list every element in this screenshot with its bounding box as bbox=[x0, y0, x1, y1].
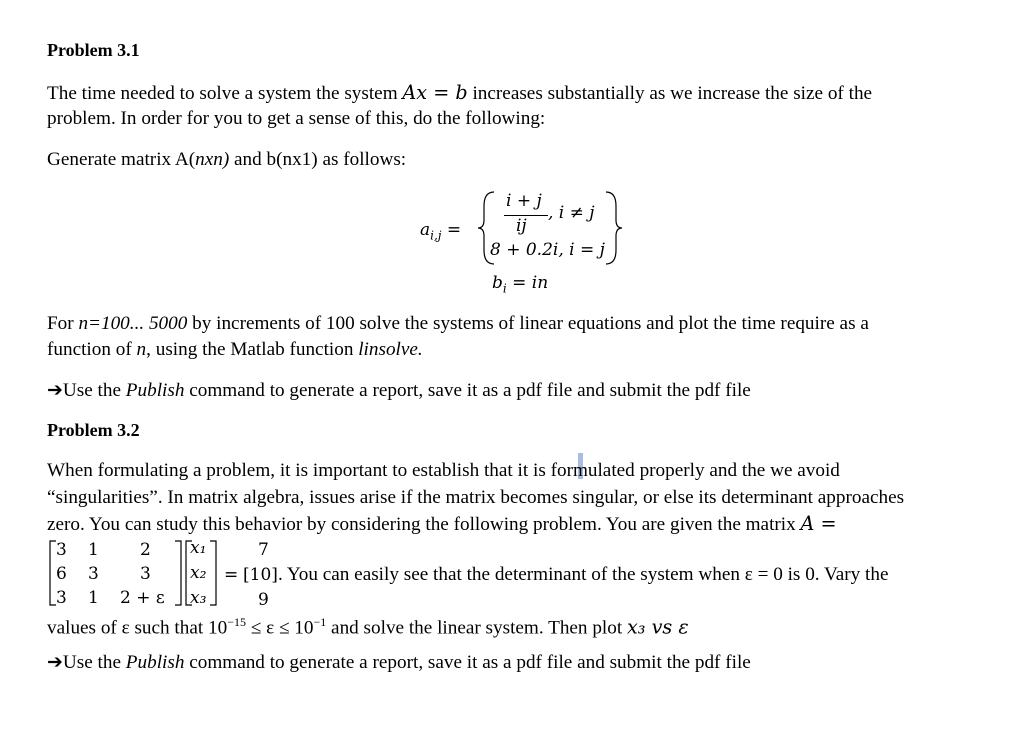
right-arrow-icon: ➔ bbox=[47, 379, 63, 401]
matrix-cell: 3 bbox=[140, 564, 151, 584]
formula-b-sub: i bbox=[502, 281, 507, 296]
values-exp-2: −1 bbox=[313, 615, 327, 629]
p31-intro-line2: problem. In order for you to get a sense of this, do the following: bbox=[47, 108, 546, 129]
matrix-cell: 3 bbox=[88, 564, 99, 584]
p31-function-line bbox=[47, 337, 423, 363]
formula-a: a bbox=[420, 220, 431, 240]
formula-b-lhs: b bbox=[492, 273, 503, 293]
p32-values-line bbox=[47, 609, 689, 641]
publish-text-a: Use the bbox=[62, 652, 126, 673]
formula-denominator: ij bbox=[516, 216, 527, 236]
for-text-a: For bbox=[47, 313, 79, 334]
formula-b-rhs: = in bbox=[512, 273, 549, 293]
values-text-c: and solve the linear system. Then plot bbox=[326, 617, 627, 639]
matrix-A-label: A = bbox=[800, 512, 837, 535]
p31-intro-line1 bbox=[47, 80, 872, 107]
values-exp-1: −15 bbox=[227, 615, 246, 629]
x-vector-cell: x₁ bbox=[190, 538, 207, 558]
p31-publish-line bbox=[47, 377, 751, 404]
for-range: n=100... 5000 bbox=[78, 313, 188, 334]
formula-case-2: 8 + 0.2i, i = j bbox=[490, 240, 605, 260]
formula-equals: = bbox=[446, 220, 462, 240]
values-text-b: ≤ ε ≤ 10 bbox=[245, 617, 314, 639]
formula-numerator: i + j bbox=[506, 191, 542, 211]
values-plot: x₃ vs ε bbox=[626, 615, 689, 639]
matrix-cell: 2 + ε bbox=[120, 588, 165, 608]
rhs-cell: 7 bbox=[258, 540, 269, 560]
rhs-equals: = bbox=[224, 565, 239, 585]
x-vector-cell: x₂ bbox=[190, 563, 207, 583]
generate-nxn: nxn) bbox=[195, 149, 230, 170]
p32-line1: When formulating a problem, it is important to establish that it is formulated properly and the we avoid bbox=[47, 460, 840, 481]
formula-a-sub: i,j bbox=[430, 228, 442, 243]
right-arrow-icon: ➔ bbox=[47, 651, 63, 673]
formula-lhs bbox=[420, 220, 461, 242]
generate-text-b: and b(nx1) as follows: bbox=[229, 149, 407, 170]
publish-text-b: command to generate a report, save it as a pdf file and submit the pdf file bbox=[184, 652, 751, 673]
formula-b bbox=[492, 273, 548, 295]
rhs-cell: 9 bbox=[258, 590, 269, 610]
publish-text-a: Use the bbox=[62, 380, 126, 401]
intro-equation: Ax = b bbox=[402, 81, 468, 104]
publish-command: Publish bbox=[125, 652, 185, 673]
matrix-cell: 6 bbox=[56, 564, 67, 584]
line3-text: zero. You can study this behavior by considering the following problem. You are given the matrix bbox=[47, 514, 801, 535]
matrix-cell: 3 bbox=[56, 540, 67, 560]
values-text-a: values of ε such that 10 bbox=[47, 617, 228, 639]
intro-text-a: The time needed to solve a system the system bbox=[47, 83, 403, 104]
x-vector-cell: x₃ bbox=[190, 588, 207, 608]
func-name: linsolve. bbox=[358, 339, 423, 360]
rhs-middle: [10] bbox=[243, 565, 278, 585]
p32-line2: “singularities”. In matrix algebra, issues arise if the matrix becomes singular, or else its determinant approaches bbox=[47, 487, 905, 508]
p32-line3 bbox=[47, 511, 837, 538]
publish-text-b: command to generate a report, save it as a pdf file and submit the pdf file bbox=[184, 380, 751, 401]
publish-command: Publish bbox=[125, 380, 185, 401]
intro-text-b: increases substantially as we increase the size of the bbox=[467, 83, 873, 104]
formula-condition-1: , i ≠ j bbox=[548, 203, 595, 223]
func-n: n bbox=[136, 339, 147, 360]
p32-publish-line bbox=[47, 649, 751, 676]
matrix-cell: 1 bbox=[88, 540, 99, 560]
for-text-b: by increments of 100 solve the systems of linear equations and plot the time require as a bbox=[187, 313, 869, 334]
matrix-cell: 1 bbox=[88, 588, 99, 608]
problem-3-2-heading: Problem 3.2 bbox=[47, 420, 140, 440]
func-text-b: , using the Matlab function bbox=[146, 339, 359, 360]
p31-for-line bbox=[47, 311, 869, 337]
matrix-rhs-line bbox=[224, 562, 889, 588]
p31-generate-line bbox=[47, 147, 406, 173]
problem-3-1-heading: Problem 3.1 bbox=[47, 40, 140, 60]
after-matrix-text: . You can easily see that the determinant of the system when ε = 0 is 0. Vary the bbox=[277, 564, 889, 585]
matrix-cell: 3 bbox=[56, 588, 67, 608]
generate-text-a: Generate matrix A( bbox=[47, 149, 196, 170]
matrix-cell: 2 bbox=[140, 540, 151, 560]
func-text-a: function of bbox=[47, 339, 137, 360]
